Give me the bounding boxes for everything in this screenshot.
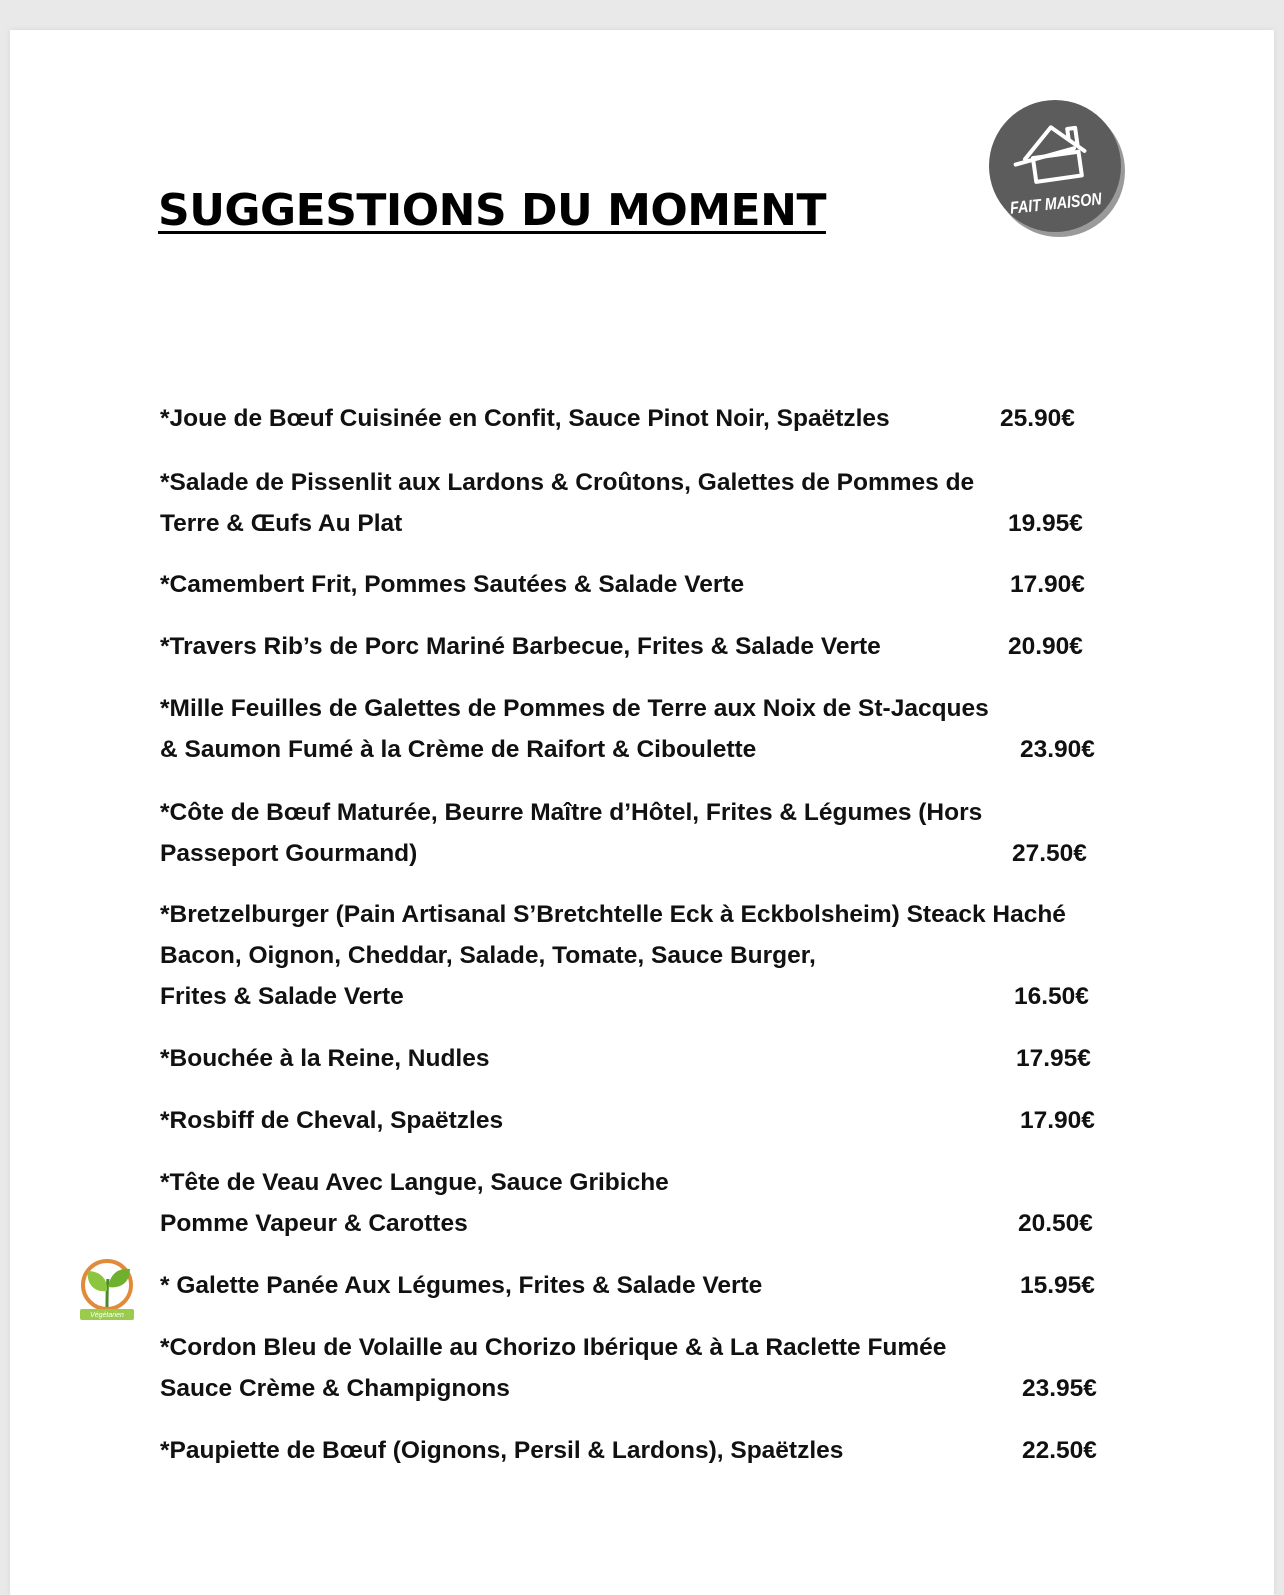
menu-item <box>160 1430 843 1471</box>
menu-item-description: *Rosbiff de Cheval, Spaëtzles <box>160 1107 504 1134</box>
fait-maison-logo <box>985 97 1127 239</box>
menu-item <box>160 894 1066 1017</box>
menu-item-description: Sauce Crème & Champignons <box>160 1375 510 1402</box>
vegetarian-icon <box>78 1257 136 1323</box>
menu-item-description: *Mille Feuilles de Galettes de Pommes de Terre aux Noix de St-Jacques <box>160 695 989 722</box>
menu-item-description: Passeport Gourmand) <box>160 840 418 867</box>
page-title: SUGGESTIONS DU MOMENT <box>158 185 826 236</box>
menu-item-price: 15.95€ <box>1020 1272 1095 1299</box>
menu-item-description: *Cordon Bleu de Volaille au Chorizo Ibérique & à La Raclette Fumée <box>160 1334 947 1361</box>
menu-item <box>160 398 890 439</box>
menu-item-description: Terre & Œufs Au Plat <box>160 510 403 537</box>
menu-item-description: *Salade de Pissenlit aux Lardons & Croûtons, Galettes de Pommes de <box>160 469 975 496</box>
menu-item-price: 23.95€ <box>1022 1375 1097 1402</box>
menu-item <box>160 1100 503 1141</box>
menu-item-price: 20.50€ <box>1018 1210 1093 1237</box>
menu-item-price: 27.50€ <box>1012 840 1087 867</box>
menu-item-description: * Galette Panée Aux Légumes, Frites & Salade Verte <box>160 1272 763 1299</box>
menu-item <box>160 626 881 667</box>
menu-item-price: 20.90€ <box>1008 633 1083 660</box>
menu-item-price: 25.90€ <box>1000 405 1075 432</box>
menu-item-description: *Camembert Frit, Pommes Sautées & Salade Verte <box>160 571 745 598</box>
menu-item <box>160 564 744 605</box>
menu-item-description: Bacon, Oignon, Cheddar, Salade, Tomate, Sauce Burger, <box>160 942 816 969</box>
menu-item-description: *Côte de Bœuf Maturée, Beurre Maître d’Hôtel, Frites & Légumes (Hors <box>160 799 983 826</box>
menu-item-price: 16.50€ <box>1014 983 1089 1010</box>
menu-item-description: *Tête de Veau Avec Langue, Sauce Gribiche <box>160 1169 669 1196</box>
svg-text:FAIT MAISON: FAIT MAISON <box>1009 187 1121 218</box>
menu-item-description: *Bretzelburger (Pain Artisanal S’Bretchtelle Eck à Eckbolsheim) Steack Haché <box>160 901 1066 928</box>
menu-item-description: Pomme Vapeur & Carottes <box>160 1210 468 1237</box>
menu-item-price: 17.90€ <box>1010 571 1085 598</box>
menu-item-description: & Saumon Fumé à la Crème de Raifort & Ciboulette <box>160 736 757 763</box>
menu-item-price: 22.50€ <box>1022 1437 1097 1464</box>
svg-text:Végétarien: Végétarien <box>90 1312 124 1319</box>
menu-item-price: 23.90€ <box>1020 736 1095 763</box>
menu-item <box>160 1265 762 1306</box>
menu-item <box>160 792 982 874</box>
menu-item-description: Frites & Salade Verte <box>160 983 404 1010</box>
menu-item-price: 17.90€ <box>1020 1107 1095 1134</box>
menu-item-price: 17.95€ <box>1016 1045 1091 1072</box>
menu-item <box>160 462 974 544</box>
menu-item <box>160 1038 490 1079</box>
menu-item-description: *Paupiette de Bœuf (Oignons, Persil & Lardons), Spaëtzles <box>160 1437 844 1464</box>
menu-item <box>160 1327 946 1409</box>
menu-item-description: *Bouchée à la Reine, Nudles <box>160 1045 490 1072</box>
menu-item <box>160 688 989 770</box>
menu-item-description: *Joue de Bœuf Cuisinée en Confit, Sauce Pinot Noir, Spaëtzles <box>160 405 890 432</box>
menu-item-description: *Travers Rib’s de Porc Mariné Barbecue, Frites & Salade Verte <box>160 633 881 660</box>
menu-item-price: 19.95€ <box>1008 510 1083 537</box>
menu-item <box>160 1162 669 1244</box>
